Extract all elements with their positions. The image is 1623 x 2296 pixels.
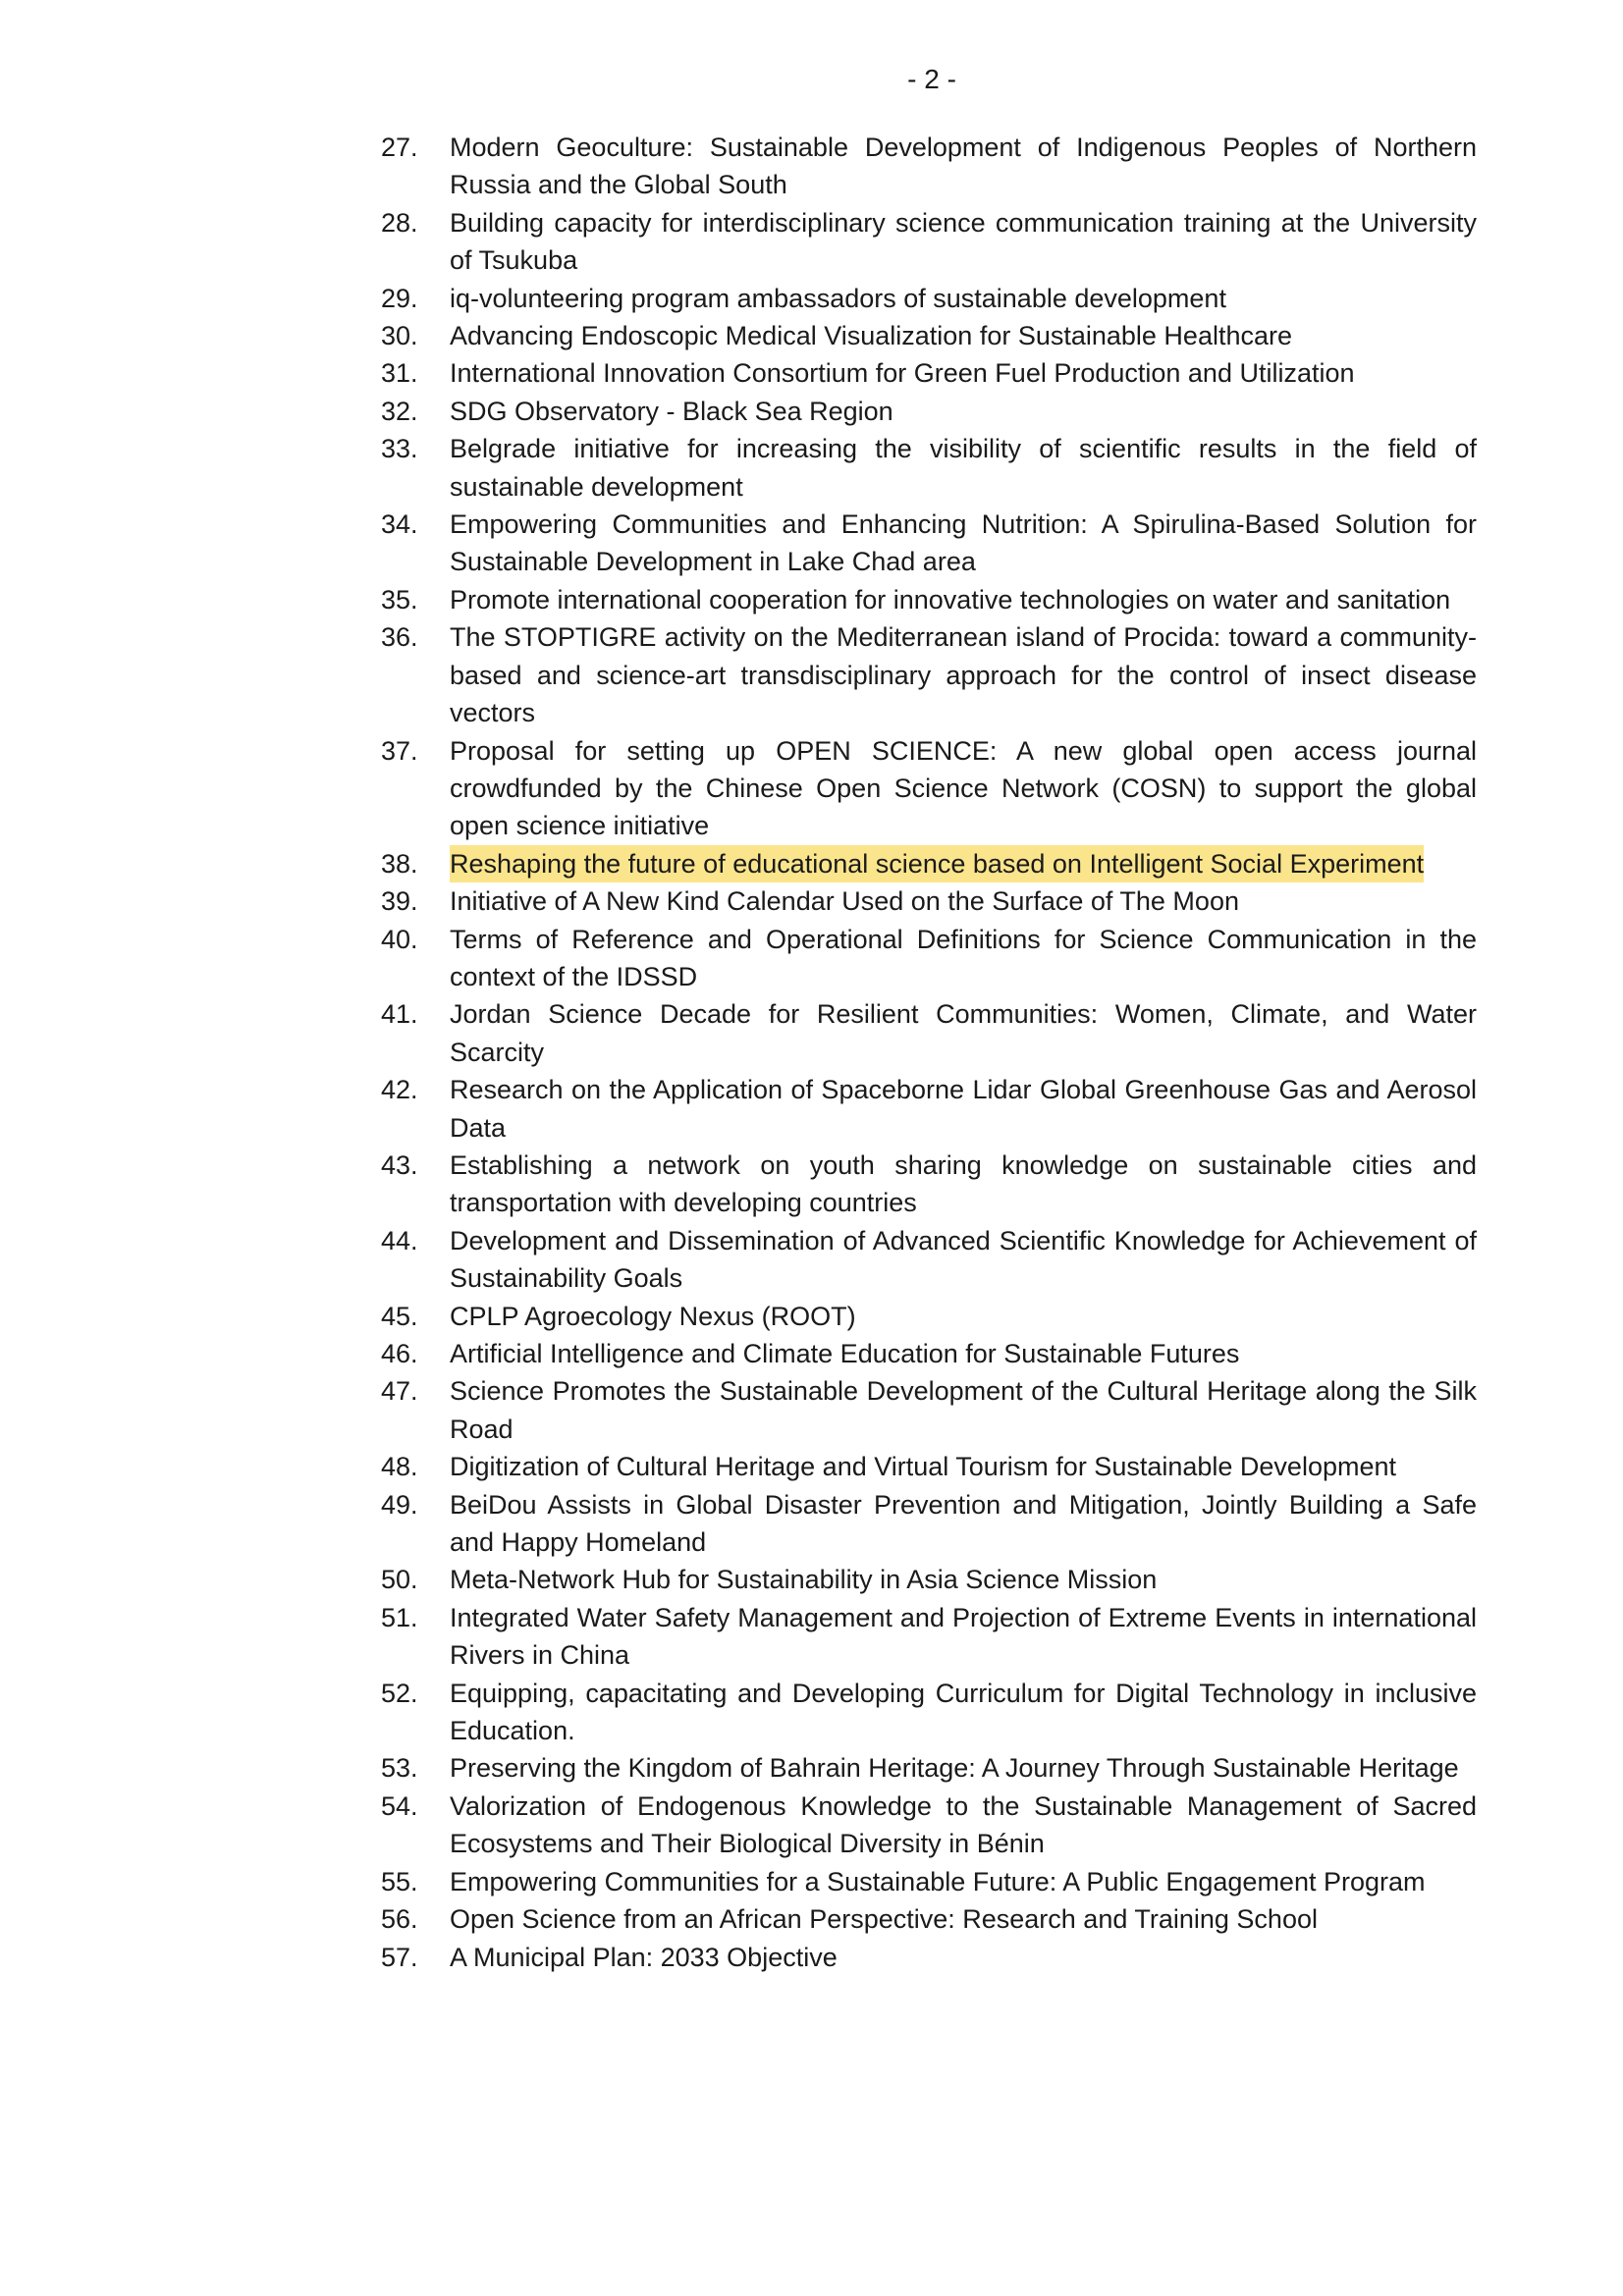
item-text: Equipping, capacitating and Developing Curriculum for Digital Technology in inclusive Education.	[450, 1678, 1477, 1746]
item-number: 57.	[381, 1942, 418, 1972]
numbered-list	[381, 129, 1477, 1976]
item-number: 30.	[381, 321, 418, 351]
item-text: BeiDou Assists in Global Disaster Prevention and Mitigation, Jointly Building a Safe and Happy Homeland	[450, 1489, 1477, 1558]
item-text: Science Promotes the Sustainable Development of the Cultural Heritage along the Silk Road	[450, 1376, 1477, 1444]
list-item	[381, 581, 1477, 618]
item-text: iq-volunteering program ambassadors of sustainable development	[450, 283, 1226, 313]
item-text: Jordan Science Decade for Resilient Communities: Women, Climate, and Water Scarcity	[450, 999, 1477, 1067]
list-item	[381, 1335, 1477, 1372]
item-number: 38.	[381, 848, 418, 879]
item-text: SDG Observatory - Black Sea Region	[450, 396, 893, 426]
item-text: Initiative of A New Kind Calendar Used on the Surface of The Moon	[450, 886, 1239, 917]
item-text: International Innovation Consortium for Green Fuel Production and Utilization	[450, 358, 1355, 389]
item-number: 29.	[381, 283, 418, 313]
item-number: 48.	[381, 1452, 418, 1482]
item-number: 45.	[381, 1301, 418, 1331]
list-item	[381, 1788, 1477, 1863]
list-item	[381, 317, 1477, 354]
list-item	[381, 1561, 1477, 1598]
item-text: Research on the Application of Spaceborne Lidar Global Greenhouse Gas and Aerosol Data	[450, 1075, 1477, 1143]
page-number: - 2 -	[907, 64, 956, 94]
item-text: Advancing Endoscopic Medical Visualization for Sustainable Healthcare	[450, 321, 1293, 351]
item-text: Establishing a network on youth sharing knowledge on sustainable cities and transportation with developing countries	[450, 1149, 1477, 1218]
item-number: 47.	[381, 1376, 418, 1407]
item-number: 33.	[381, 434, 418, 464]
list-item	[381, 129, 1477, 204]
list-item	[381, 921, 1477, 996]
item-text: The STOPTIGRE activity on the Mediterranean island of Procida: toward a community-based and science-art transdisciplinary approach for the control of insect disease vectors	[450, 622, 1477, 728]
item-number: 51.	[381, 1602, 418, 1632]
item-number: 32.	[381, 396, 418, 426]
list-item	[381, 1147, 1477, 1222]
item-number: 28.	[381, 207, 418, 238]
item-text: Preserving the Kingdom of Bahrain Heritage: A Journey Through Sustainable Heritage	[450, 1753, 1459, 1784]
item-number: 40.	[381, 924, 418, 954]
item-number: 37.	[381, 735, 418, 766]
item-text: Meta-Network Hub for Sustainability in Asia Science Mission	[450, 1565, 1158, 1595]
list-item	[381, 430, 1477, 506]
item-number: 42.	[381, 1075, 418, 1105]
item-number: 56.	[381, 1904, 418, 1935]
item-number: 39.	[381, 886, 418, 917]
list-item	[381, 1749, 1477, 1787]
item-text-highlighted: Reshaping the future of educational science based on Intelligent Social Experiment	[450, 845, 1424, 882]
item-number: 49.	[381, 1489, 418, 1520]
item-number: 36.	[381, 622, 418, 653]
item-text: Integrated Water Safety Management and Projection of Extreme Events in international Rivers in China	[450, 1602, 1477, 1671]
list-item	[381, 1599, 1477, 1675]
list-item	[381, 995, 1477, 1071]
item-number: 44.	[381, 1225, 418, 1255]
item-text: Empowering Communities for a Sustainable Future: A Public Engagement Program	[450, 1866, 1426, 1896]
item-number: 53.	[381, 1753, 418, 1784]
item-text: Empowering Communities and Enhancing Nutrition: A Spirulina-Based Solution for Sustainable Development in Lake Chad area	[450, 509, 1477, 577]
item-text: Artificial Intelligence and Climate Education for Sustainable Futures	[450, 1339, 1240, 1368]
item-number: 41.	[381, 999, 418, 1030]
list-item	[381, 845, 1477, 882]
item-text: Modern Geoculture: Sustainable Development of Indigenous Peoples of Northern Russia and the Global South	[450, 133, 1477, 200]
list-item	[381, 618, 1477, 731]
item-text: CPLP Agroecology Nexus (ROOT)	[450, 1301, 856, 1331]
item-text: Building capacity for interdisciplinary science communication training at the University of Tsukuba	[450, 207, 1477, 276]
list-item	[381, 1222, 1477, 1298]
list-item	[381, 882, 1477, 920]
list-item	[381, 204, 1477, 280]
item-number: 55.	[381, 1866, 418, 1896]
list-item	[381, 1071, 1477, 1147]
item-text: Valorization of Endogenous Knowledge to the Sustainable Management of Sacred Ecosystems and Their Biological Diversity in Bénin	[450, 1790, 1477, 1859]
list-item	[381, 280, 1477, 317]
item-number: 27.	[381, 133, 418, 162]
item-text: Development and Dissemination of Advanced Scientific Knowledge for Achievement of Sustainability Goals	[450, 1225, 1477, 1294]
list-item	[381, 506, 1477, 581]
item-text: Proposal for setting up OPEN SCIENCE: A new global open access journal crowdfunded by the Chinese Open Science Network (COSN) to support the global open science initiative	[450, 735, 1477, 841]
item-number: 35.	[381, 584, 418, 614]
item-text: A Municipal Plan: 2033 Objective	[450, 1942, 838, 1972]
item-text: Terms of Reference and Operational Definitions for Science Communication in the context of the IDSSD	[450, 924, 1477, 991]
list-item	[381, 1486, 1477, 1562]
list-item	[381, 732, 1477, 845]
item-number: 46.	[381, 1339, 418, 1368]
item-number: 52.	[381, 1678, 418, 1708]
list-item	[381, 1448, 1477, 1485]
item-number: 31.	[381, 358, 418, 389]
list-item	[381, 1939, 1477, 1976]
list-item	[381, 1863, 1477, 1900]
item-text: Open Science from an African Perspective: Research and Training School	[450, 1904, 1318, 1935]
item-text: Belgrade initiative for increasing the visibility of scientific results in the field of sustainable development	[450, 434, 1477, 502]
item-number: 43.	[381, 1149, 418, 1180]
list-item	[381, 1675, 1477, 1750]
list-item	[381, 1372, 1477, 1448]
item-number: 50.	[381, 1565, 418, 1595]
item-text: Promote international cooperation for innovative technologies on water and sanitation	[450, 584, 1451, 614]
list-item	[381, 1900, 1477, 1938]
list-item	[381, 354, 1477, 392]
list-item	[381, 393, 1477, 430]
item-text: Digitization of Cultural Heritage and Virtual Tourism for Sustainable Development	[450, 1452, 1396, 1482]
item-number: 54.	[381, 1790, 418, 1821]
list-item	[381, 1298, 1477, 1335]
item-number: 34.	[381, 509, 418, 540]
